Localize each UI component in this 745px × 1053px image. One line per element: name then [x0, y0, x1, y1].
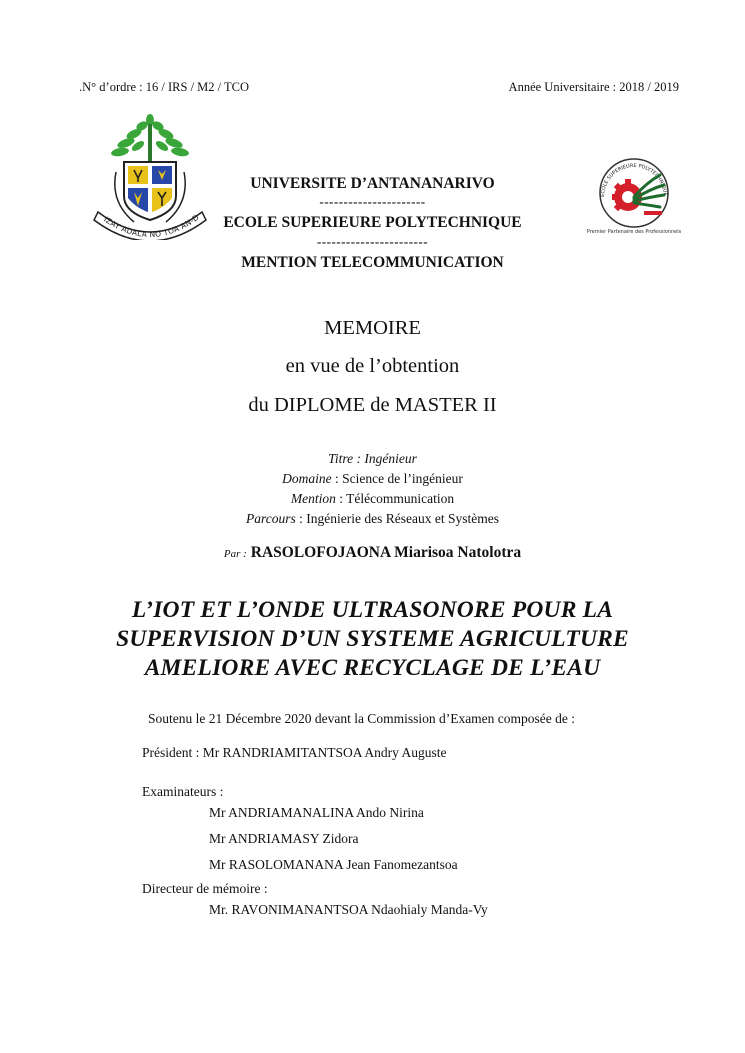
memoire-heading: MEMOIRE	[324, 317, 421, 339]
university-name: UNIVERSITE D’ANTANANARIVO	[250, 175, 495, 192]
examiner-1: Mr ANDRIAMANALINA Ando Nirina	[209, 805, 424, 820]
thesis-title-line-2: SUPERVISION D’UN SYSTEME AGRICULTURE	[116, 626, 629, 652]
author-line	[0, 544, 745, 562]
spec-mention: Mention : Télécommunication	[290, 491, 455, 506]
author-par-label: Par :	[223, 548, 247, 560]
spec-titre: Titre : Ingénieur	[328, 451, 417, 466]
mention-name: MENTION TELECOMMUNICATION	[241, 254, 504, 271]
author-name: RASOLOFOJAONA Miarisoa Natolotra	[250, 544, 522, 561]
defense-intro: Soutenu le 21 Décembre 2020 devant la Commission d’Examen composée de :	[148, 711, 576, 726]
director-name: Mr. RAVONIMANANTSOA Ndaohialy Manda-Vy	[209, 902, 488, 917]
examiners-label: Examinateurs :	[142, 784, 224, 799]
spec-domaine: Domaine : Science de l’ingénieur	[282, 471, 463, 486]
polytechnic-arc-text: ECOLE SUPERIEURE POLYTECHNIQUE	[599, 162, 669, 198]
university-motto: IZAY ADALA NO TOA AN-D	[102, 212, 201, 240]
separator-2: -----------------------	[316, 234, 429, 249]
examiner-2: Mr ANDRIAMASY Zidora	[209, 831, 359, 846]
order-number: .N° d’ordre : 16 / IRS / M2 / TCO	[79, 80, 250, 94]
examiner-3: Mr RASOLOMANANA Jean Fanomezantsoa	[209, 857, 458, 872]
separator-1: ----------------------	[319, 194, 426, 209]
polytechnic-tagline: Premier Partenaire des Professionnels	[586, 229, 682, 235]
thesis-title-line-3: AMELIORE AVEC RECYCLAGE DE L’EAU	[144, 655, 601, 681]
jury-president: Président : Mr RANDRIAMITANTSOA Andry Auguste	[142, 745, 447, 760]
memoire-diploma: du DIPLOME de MASTER II	[248, 394, 497, 416]
school-name: ECOLE SUPERIEURE POLYTECHNIQUE	[223, 214, 522, 231]
memoire-purpose: en vue de l’obtention	[285, 355, 460, 377]
thesis-title-line-1: L’IOT ET L’ONDE ULTRASONORE POUR LA	[131, 597, 614, 623]
director-label: Directeur de mémoire :	[142, 881, 268, 896]
academic-year: Année Universitaire : 2018 / 2019	[508, 80, 679, 94]
spec-parcours: Parcours : Ingénierie des Réseaux et Systèmes	[246, 511, 499, 526]
